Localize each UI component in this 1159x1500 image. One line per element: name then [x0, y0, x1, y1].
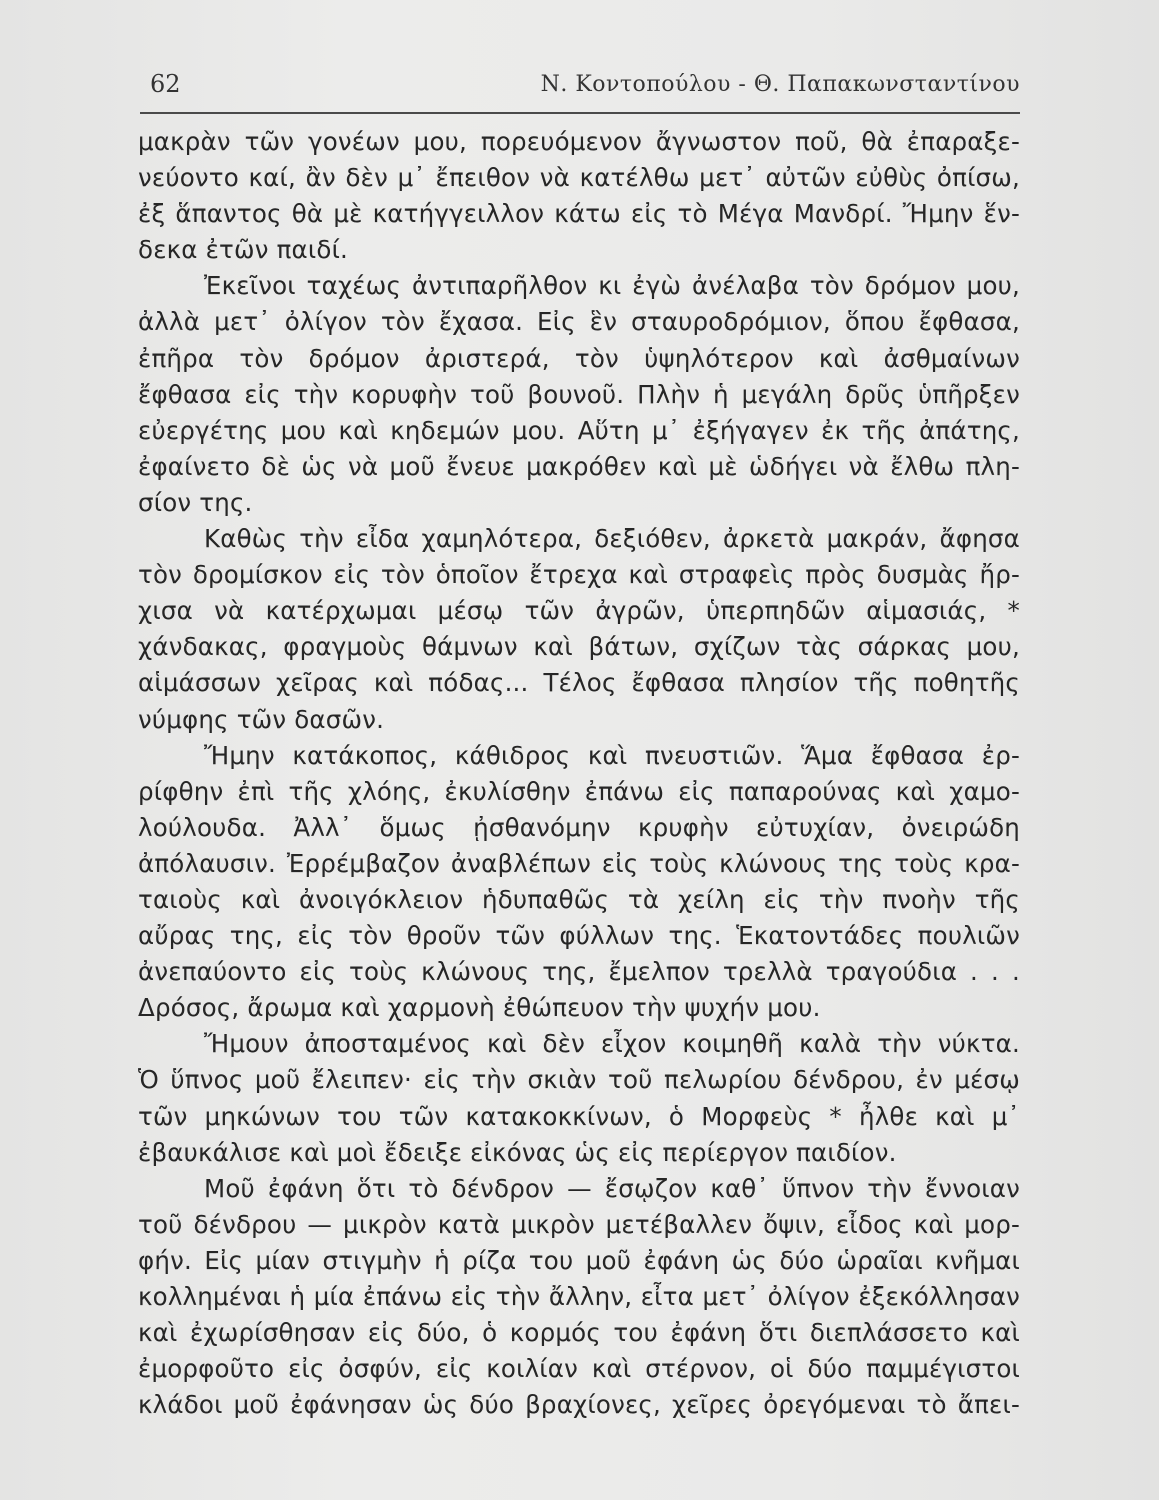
text-line: λούλουδα. Ἀλλ᾽ ὅμως ᾐσθανόμην κρυφὴν εὐτυχίαν, ὀνειρώδη: [138, 812, 1020, 842]
text-line: αὔρας της, εἰς τὸν θροῦν τῶν φύλλων της. Ἑκατοντάδες πουλιῶν: [138, 921, 1020, 951]
text-line: ἀνεπαύοντο εἰς τοὺς κλώνους της, ἔμελπον τρελλὰ τραγούδια . . .: [138, 957, 1020, 987]
running-head: Ν. Κοντοπούλου - Θ. Παπακωνσταντίνου: [540, 72, 1020, 97]
text-line: ἀλλὰ μετ᾽ ὀλίγον τὸν ἔχασα. Εἰς ἓν σταυροδρόμιον, ὅπου ἔφθασα,: [138, 307, 1020, 337]
text-line: ἐφαίνετο δὲ ὡς νὰ μοῦ ἔνευε μακρόθεν καὶ μὲ ὡδήγει νὰ ἔλθω πλη-: [138, 451, 1020, 481]
text-line: Ἤμουν ἀποσταμένος καὶ δὲν εἶχον κοιμηθῆ καλὰ τὴν νύκτα.: [204, 1029, 1020, 1059]
text-line: κλάδοι μοῦ ἐφάνησαν ὡς δύο βραχίονες, χεῖρες ὀρεγόμεναι τὸ ἄπει-: [138, 1390, 1020, 1420]
text-line: ἐμορφοῦτο εἰς ὀσφύν, εἰς κοιλίαν καὶ στέρνον, οἱ δύο παμμέγιστοι: [138, 1354, 1020, 1384]
text-line: χάνδακας, φραγμοὺς θάμνων καὶ βάτων, σχίζων τὰς σάρκας μου,: [138, 632, 1020, 662]
page-header: [150, 70, 1020, 106]
text-line: μακρὰν τῶν γονέων μου, πορευόμενον ἄγνωστον ποῦ, θὰ ἐπαραξε-: [138, 127, 1020, 156]
text-line: τῶν μηκώνων του τῶν κατακοκκίνων, ὁ Μορφεὺς * ἦλθε καὶ μ᾽: [138, 1101, 1020, 1131]
text-line: δεκα ἐτῶν παιδί.: [138, 235, 349, 265]
text-line: Δρόσος, ἄρωμα καὶ χαρμονὴ ἐθώπευον τὴν ψυχήν μου.: [138, 993, 821, 1023]
text-line: ρίφθην ἐπὶ τῆς χλόης, ἐκυλίσθην ἐπάνω εἰς παπαρούνας καὶ χαμο-: [138, 776, 1020, 806]
text-line: ἐξ ἅπαντος θὰ μὲ κατήγγειλλον κάτω εἰς τὸ Μέγα Μανδρί. Ἤμην ἕν-: [138, 199, 1020, 229]
text-line: αἱμάσσων χεῖρας καὶ πόδας... Τέλος ἔφθασα πλησίον τῆς ποθητῆς: [138, 668, 1020, 698]
page-number: 62: [150, 70, 181, 98]
text-line: Ὁ ὕπνος μοῦ ἔλειπεν· εἰς τὴν σκιὰν τοῦ πελωρίου δένδρου, ἐν μέσῳ: [138, 1065, 1020, 1095]
text-line: εὐεργέτης μου καὶ κηδεμών μου. Αὕτη μ᾽ ἐξήγαγεν ἐκ τῆς ἀπάτης,: [138, 415, 1020, 445]
text-line: ἐπῆρα τὸν δρόμον ἀριστερά, τὸν ὑψηλότερον καὶ ἀσθμαίνων: [138, 343, 1020, 373]
text-line: Ἤμην κατάκοπος, κάθιδρος καὶ πνευστιῶν. Ἅμα ἔφθασα ἐρ-: [204, 740, 1020, 770]
text-line: νεύοντο καί, ἂν δὲν μ᾽ ἔπειθον νὰ κατέλθω μετ᾽ αὐτῶν εὐθὺς ὀπίσω,: [138, 163, 1020, 193]
text-line: κολλημέναι ἡ μία ἐπάνω εἰς τὴν ἄλλην, εἶτα μετ᾽ ὀλίγον ἐξεκόλλησαν: [138, 1282, 1020, 1311]
text-line: Μοῦ ἐφάνη ὅτι τὸ δένδρον — ἔσῳζον καθ᾽ ὕπνον τὴν ἔννοιαν: [204, 1173, 1020, 1203]
text-line: χισα νὰ κατέρχωμαι μέσῳ τῶν ἀγρῶν, ὑπερπηδῶν αἱμασιάς, *: [138, 596, 1020, 626]
text-line: τοῦ δένδρου — μικρὸν κατὰ μικρὸν μετέβαλλεν ὄψιν, εἶδος καὶ μορ-: [138, 1209, 1020, 1239]
body-text: [138, 124, 1020, 1423]
text-line: νύμφης τῶν δασῶν.: [138, 704, 385, 734]
text-line: καὶ ἐχωρίσθησαν εἰς δύο, ὁ κορμός του ἐφάνη ὅτι διεπλάσσετο καὶ: [138, 1318, 1020, 1348]
text-line: φήν. Εἰς μίαν στιγμὴν ἡ ρίζα του μοῦ ἐφάνη ὡς δύο ὡραῖαι κνῆμαι: [138, 1245, 1020, 1275]
text-line: ἀπόλαυσιν. Ἐρρέμβαζον ἀναβλέπων εἰς τοὺς κλώνους της τοὺς κρα-: [138, 848, 1020, 878]
text-line: τὸν δρομίσκον εἰς τὸν ὁποῖον ἔτρεχα καὶ στραφεὶς πρὸς δυσμὰς ἤρ-: [138, 560, 1020, 590]
text-line: Ἐκεῖνοι ταχέως ἀντιπαρῆλθον κι ἐγὼ ἀνέλαβα τὸν δρόμον μου,: [204, 271, 1020, 301]
text-line: ἔφθασα εἰς τὴν κορυφὴν τοῦ βουνοῦ. Πλὴν ἡ μεγάλη δρῦς ὑπῆρξεν: [138, 379, 1020, 409]
text-line: ταιοὺς καὶ ἀνοιγόκλειον ἡδυπαθῶς τὰ χείλη εἰς τὴν πνοὴν τῆς: [138, 884, 1020, 914]
header-rule: [140, 112, 1020, 114]
text-line: σίον της.: [138, 487, 253, 517]
text-line: Καθὼς τὴν εἶδα χαμηλότερα, δεξιόθεν, ἀρκετὰ μακράν, ἄφησα: [204, 524, 1020, 554]
text-line: ἐβαυκάλισε καὶ μοὶ ἔδειξε εἰκόνας ὡς εἰς περίεργον παιδίον.: [138, 1137, 897, 1167]
